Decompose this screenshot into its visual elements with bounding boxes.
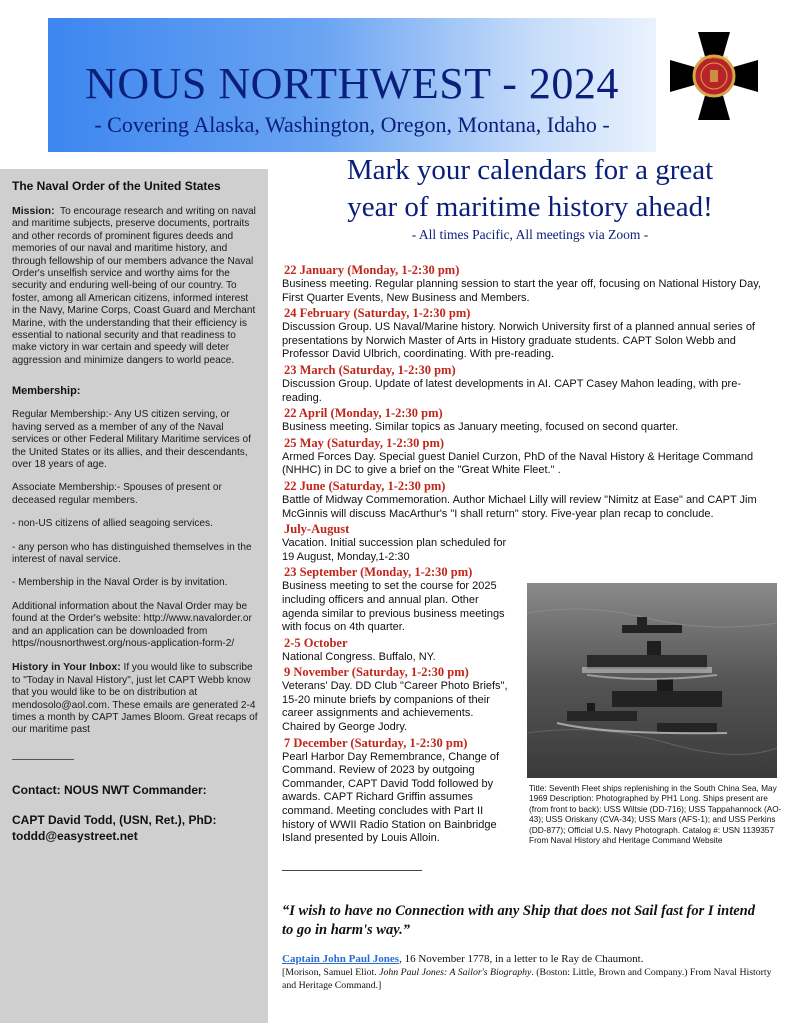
membership-paragraph: - Membership in the Naval Order is by invitation. [12,577,228,589]
divider [282,870,422,871]
event-date: 22 April (Monday, 1-2:30 pm) [284,406,443,421]
event-description: Pearl Harbor Day Remembrance, Change of Command. Review of 2023 by outgoing Commander, CAPT David Todd followed by awards. CAPT Richard Griffin assumes command. Meeting concludes with Part II history of WWII Radio Station on Bainbridge Island presented by Louis Alloin. [282,750,500,845]
citation-text: [Morison, Samuel Eliot. [282,967,380,978]
event-date: 9 November (Saturday, 1-2:30 pm) [284,665,469,680]
naval-order-cross-icon [668,30,760,122]
event-date: 7 December (Saturday, 1-2:30 pm) [284,735,468,750]
event-description: Business meeting. Regular planning session to start the year off, focusing on National History Day, First Quarter Events, New Business and Members. [282,278,761,304]
sidebar [0,169,268,1023]
calendar-heading-line: Mark your calendars for a great [346,154,714,186]
membership-paragraph: Additional information about the Naval Order may be found at the Order's website: http://www.navalorder.or and an application can be downloaded from https//nousnorthwest.org/nous-application-form-2/ [12,600,252,649]
event-description: Discussion Group. Update of latest developments in AI. CAPT Casey Mahon leading, with pre-reading. [282,377,741,404]
event-date: 25 May (Saturday, 1-2:30 pm) [284,435,445,450]
photo-caption: Title: Seventh Fleet ships replenishing in the South China Sea, May 1969 Description: Photographed by PH1 Long. Ships present are (from front to back): USS Wiltsie (DD-716); USS Tappahannock (AO-43); USS Oriskany (CVA-34); USS Mars (AFS-1); and USS Perkins (DD-877); Official U.S. Navy Photograph. Catalog #: USN 1139357 From Naval History ahd Heritage Command Website [529,783,782,846]
membership-paragraph: - non-US citizens of allied seagoing services. [12,518,213,530]
mission-label: Mission: [12,205,55,217]
contact-name: CAPT David Todd, (USN, Ret.), PhD: [12,812,217,827]
event-item [282,436,779,478]
quote-text: “I wish to have no Connection with any Ship that does not Sail fast for I intend to go in harm's way.” [282,903,755,938]
inbox-label: History in Your Inbox: [12,661,121,674]
event-date: 22 January (Monday, 1-2:30 pm) [284,263,460,277]
citation-title: John Paul Jones: A Sailor's Biography [379,967,532,978]
event-description: Battle of Midway Commemoration. Author Michael Lilly will review "Nimitz at Ease" and CAPT Jim McGinnis will discuss MacArthur's "I shall return" story. Five-year plan recap to conclude. [282,493,757,520]
event-date: 23 March (Saturday, 1-2:30 pm) [284,362,456,377]
fleet-photo [527,583,777,778]
event-description: Business meeting to set the course for 2025 including officers and annual plan. Other agenda similar to previous business meetings with focus on 4th quarter. [282,580,505,634]
citation [282,966,782,992]
event-description: National Congress. Buffalo, NY. [282,650,436,663]
calendar-heading-line: year of maritime history ahead! [347,191,713,223]
event-item [282,263,779,305]
membership-paragraph: Regular Membership:- Any US citizen serving, or having served as a member of any of the Naval services or other Federal Military Maritime services of the United States or its allies, and their descendants, over 18 years of age. [12,409,251,470]
event-date: 24 February (Saturday, 1-2:30 pm) [284,306,471,321]
event-item [282,522,779,564]
calendar-subheading: - All times Pacific, All meetings via Zoom - [411,227,649,242]
calendar-heading [280,152,780,243]
contact-email[interactable]: toddd@easystreet.net [12,828,138,843]
event-item [282,306,779,362]
sidebar-heading: The Naval Order of the United States [12,179,221,193]
inbox-paragraph [12,661,258,736]
svg-text:NAVAL ORDER: NAVAL ORDER [700,55,728,60]
inbox-text: If you would like to subscribe to "Today in Naval History", just let CAPT Webb know that you would like to be on distribution at mendosolo@aol.com. These emails are generated 2-4 times a month by CAPT James Bloom. Great recaps of our maritime past [12,662,258,736]
event-description: Discussion Group. US Naval/Marine history. Norwich University first of a planned annual series of presentations by Norwich Master of Arts in History graduate students. CAPT Solon Webb and Professor David Ulbrich, coordinating. With pre-reading. [282,321,755,361]
membership-heading: Membership: [12,385,81,398]
page-title: NOUS NORTHWEST - 2024 [85,59,619,108]
quote-attribution [282,952,782,966]
citation-text: . (Boston: Little, Brown and Company.) From Naval Historty and Heritage Command.] [282,967,772,991]
attribution-text: , 16 November 1778, in a letter to le Ray de Chaumont. [399,953,644,965]
event-item [282,479,779,521]
header-banner [48,18,656,152]
event-description: Business meeting. Similar topics as January meeting, focused on second quarter. [282,421,679,434]
event-date: 23 September (Monday, 1-2:30 pm) [284,565,473,580]
event-description: Veterans' Day. DD Club "Career Photo Briefs", 15-20 minute briefs by companions of their career assignments and achievements. Chaired by George Jodry. [282,680,508,734]
membership-paragraph: - any person who has distinguished themselves in the interest of naval service. [12,541,252,565]
mission-paragraph [12,205,258,367]
event-date: 2-5 October [284,635,348,650]
event-date: July-August [284,522,350,537]
event-date: 22 June (Saturday, 1-2:30 pm) [284,478,446,493]
page-subtitle: - Covering Alaska, Washington, Oregon, Montana, Idaho - [94,112,610,137]
divider [12,759,74,760]
membership-paragraph: Associate Membership:- Spouses of present or deceased regular members. [12,482,222,506]
john-paul-jones-link[interactable]: Captain John Paul Jones [282,953,400,965]
contact-label: Contact: NOUS NWT Commander: [12,782,207,797]
event-description: Vacation. Initial succession plan scheduled for 19 August, Monday,1-2:30 [282,537,507,563]
mission-text: To encourage research and writing on naval and maritime subjects, preserve documents, portraits and other records of prominent figures deeds and memories of our naval and maritime history, and through fellowship of our members advance the Naval Order's unselfish service and worthy aims for the security and enduring well-being of our country. To foster, among all American citizens, informed interest in the Navy, Marine Corps, Coast Guard and Merchant Marine, with the understanding that their efficiency is essential to national security and that readiness to make victory in war certain and speedy will deter aggression and minimize dangers to world peace. [12,206,256,366]
event-description: Armed Forces Day. Special guest Daniel Curzon, PhD of the Naval History & Heritage Command (NHHC) in DC to give a brief on the "Great White Fleet." . [282,450,754,477]
event-item [282,363,779,405]
event-item [282,406,779,435]
